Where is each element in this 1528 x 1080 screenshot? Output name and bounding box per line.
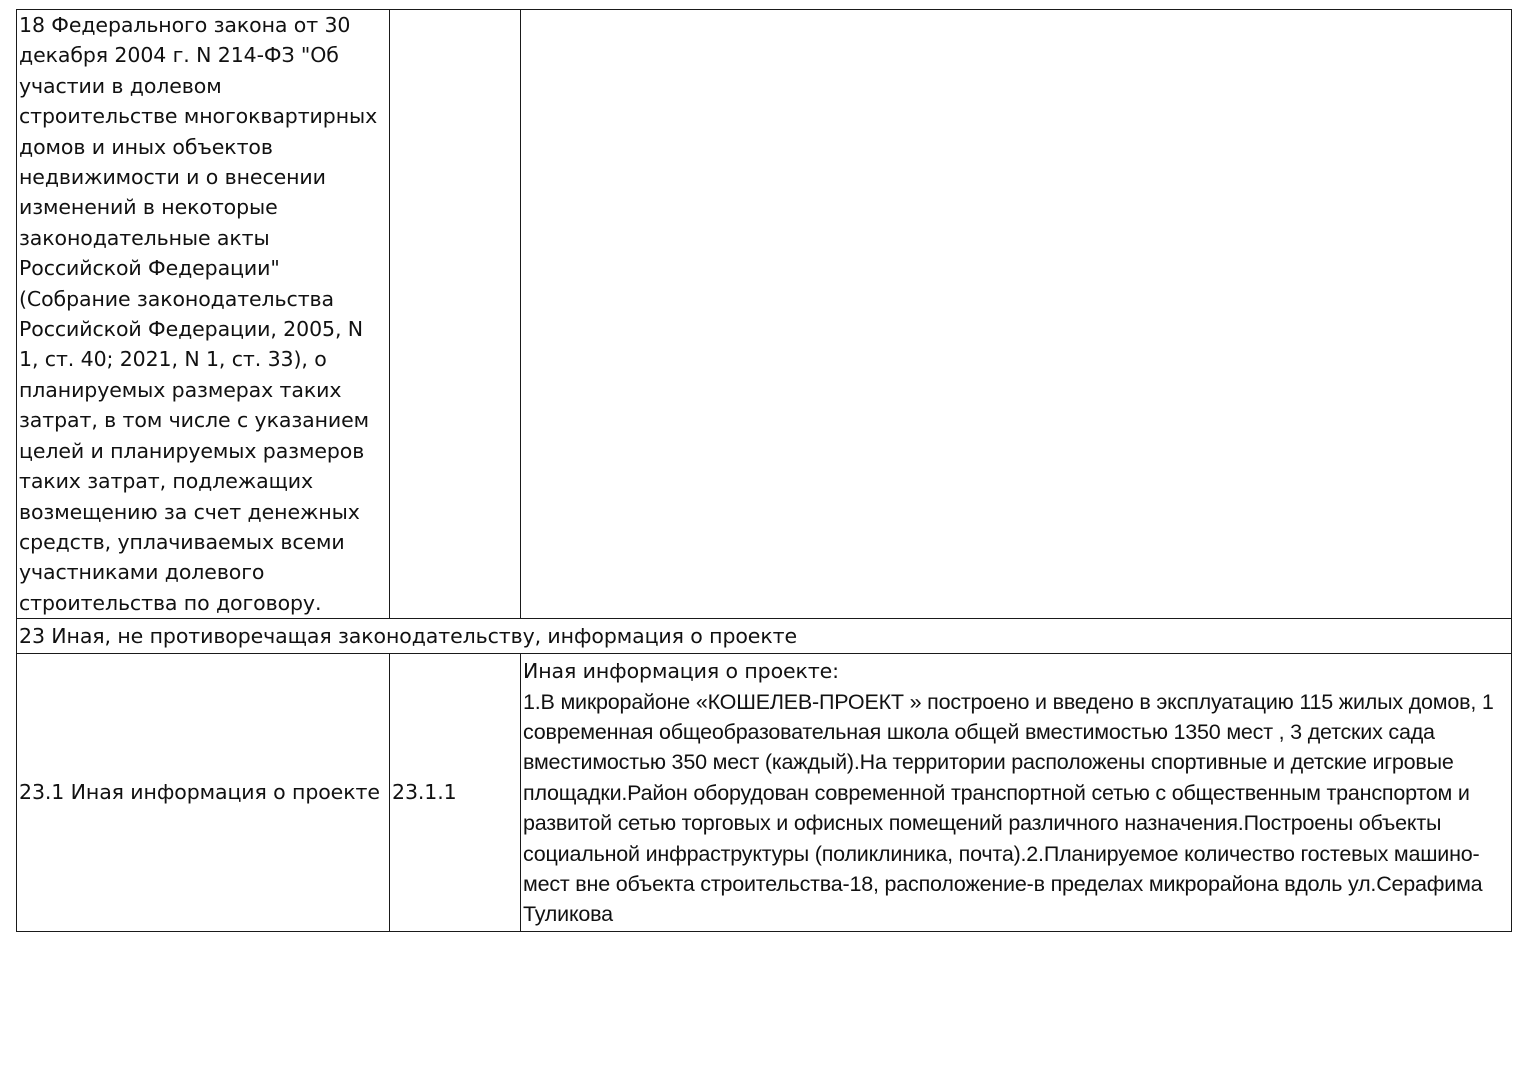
other-info-code-cell: 23.1.1 <box>390 654 521 932</box>
table-row-other-info <box>17 654 1512 932</box>
other-info-value-cell <box>521 654 1512 932</box>
continuation-code-cell <box>390 10 521 619</box>
other-info-label-cell: 23.1 Иная информация о проекте <box>17 654 390 932</box>
declaration-table <box>16 9 1512 932</box>
continuation-value-cell <box>521 10 1512 619</box>
continuation-text-cell <box>17 10 390 619</box>
section-header-cell: 23 Иная, не противоречащая законодательству, информация о проекте <box>17 619 1512 654</box>
table-row-continuation <box>17 10 1512 619</box>
other-info-title: Иная информация о проекте: <box>523 659 839 684</box>
other-info-body: 1.В микрорайоне «КОШЕЛЕВ-ПРОЕКТ » построено и введено в эксплуатацию 115 жилых домов, 1 современная общеобразовательная школа общей вместимостью 1350 мест , 3 детских сада вместимостью 350 мест (каждый).На территории расположены спортивные и детские игровые площадки.Район оборудован современной транспортной сетью с общественным транспортом и развитой сетью торговых и офисных помещений различного назначения.Построены объекты социальной инфраструктуры (поликлиника, почта).2.Планируемое количество гостевых машино-мест вне объекта строительства-18, расположение-в пределах микрорайона вдоль ул.Серафима Туликова <box>523 689 1494 927</box>
continuation-text: 18 Федерального закона от 30 декабря 2004 г. N 214-ФЗ "Об участии в долевом строительстве многоквартирных домов и иных объектов недвижимости и о внесении изменений в некоторые законодательные акты Российской Федерации" (Собрание законодательства Российской Федерации, 2005, N 1, ст. 40; 2021, N 1, ст. 33), о планируемых размерах таких затрат, в том числе с указанием целей и планируемых размеров таких затрат, подлежащих возмещению за счет денежных средств, уплачиваемых всеми участниками долевого строительства по договору. <box>19 13 378 615</box>
table-row-section-23 <box>17 619 1512 654</box>
